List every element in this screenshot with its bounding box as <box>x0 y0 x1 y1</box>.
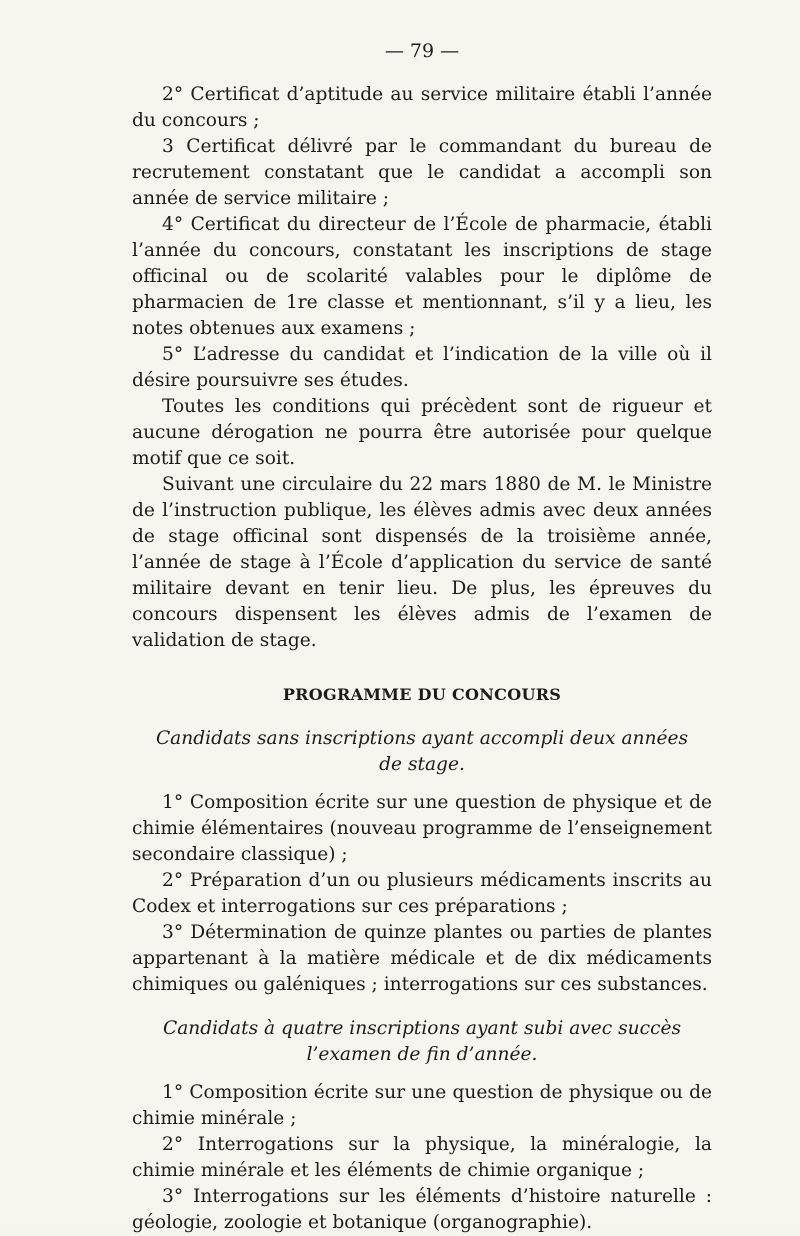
page-text <box>132 38 712 1236</box>
paragraph-certificat-directeur: 4° Certificat du directeur de l’École de pharmacie, établi l’année du concours, constatant les inscriptions de stage officinal ou de scolarité valables pour le diplôme de pharmacien de 1re classe et mentionnant, s’il y a lieu, les notes obtenues aux examens ; <box>132 214 712 339</box>
list-item: 2° Interrogations sur la physique, la minéralogie, la chimie minérale et les éléments de chimie organique ; <box>132 1134 712 1181</box>
list-item: 2° Préparation d’un ou plusieurs médicaments inscrits au Codex et interrogations sur ces préparations ; <box>132 870 712 917</box>
paragraph-certificat-aptitude: 2° Certificat d’aptitude au service militaire établi l’année du concours ; <box>132 84 712 131</box>
program-title: PROGRAMME DU CONCOURS <box>282 685 562 704</box>
paragraph-adresse: 5° L’adresse du candidat et l’indication de la ville où il désire poursuivre ses études. <box>132 344 712 391</box>
paragraph-certificat-recrutement: 3 Certificat délivré par le commandant du bureau de recrutement constatant que le candidat a accompli son année de service militaire ; <box>132 136 712 209</box>
list-item: 3° Détermination de quinze plantes ou parties de plantes appartenant à la matière médicale et de dix médicaments chimiques ou galéniques ; interrogations sur ces substances. <box>132 922 712 995</box>
list-item: 3° Interrogations sur les éléments d’histoire naturelle : géologie, zoologie et botanique (organographie). <box>132 1186 712 1233</box>
paragraph-conditions: Toutes les conditions qui précèdent sont de rigueur et aucune dérogation ne pourra être autorisée pour quelque motif que ce soit. <box>132 396 712 469</box>
section-heading-quatre-inscriptions: Candidats à quatre inscriptions ayant subi avec succès l’examen de fin d’année. <box>162 1018 682 1065</box>
list-item: 1° Composition écrite sur une question de physique et de chimie élémentaires (nouveau programme de l’enseignement secondaire classique) ; <box>132 792 712 865</box>
paragraph-circulaire: Suivant une circulaire du 22 mars 1880 de M. le Ministre de l’instruction publique, les élèves admis avec deux années de stage officinal sont dispensés de la troisième année, l’année de stage à l’École d’application du service de santé militaire devant en tenir lieu. De plus, les épreuves du concours dispensent les élèves admis de l’examen de validation de stage. <box>132 474 712 651</box>
page-number: — 79 — <box>384 40 460 62</box>
list-item: 1° Composition écrite sur une question de physique ou de chimie minérale ; <box>132 1082 712 1129</box>
section-heading-sans-inscriptions: Candidats sans inscriptions ayant accompli deux années de stage. <box>155 728 689 775</box>
